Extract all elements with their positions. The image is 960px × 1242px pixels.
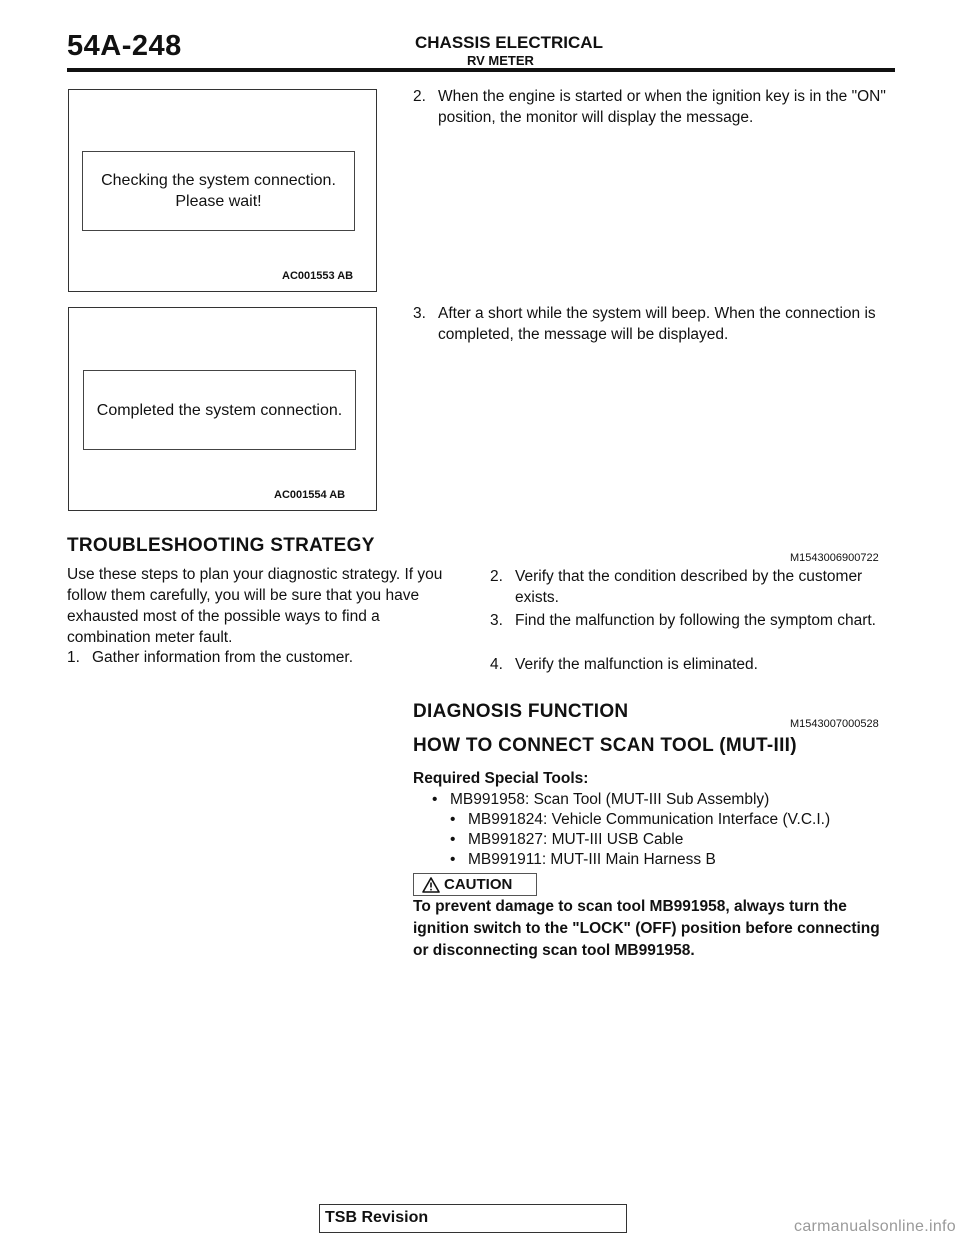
bullet-icon: • [450, 811, 456, 828]
step-item [490, 566, 890, 608]
troubleshooting-heading: TROUBLESHOOTING STRATEGY [67, 535, 375, 556]
step-number: 3. [413, 305, 426, 322]
header-rule [67, 68, 895, 72]
figure-id: AC001554 AB [274, 489, 346, 501]
subsection-title: RV METER [467, 53, 534, 68]
tool-list-item [450, 809, 890, 830]
warning-icon [422, 877, 440, 893]
step-item [413, 303, 893, 345]
bullet-icon: • [450, 831, 456, 848]
monitor-screen [82, 151, 355, 231]
troubleshooting-intro: Use these steps to plan your diagnostic strategy. If you follow them carefully, you will be sure that you have exhausted most of the possible ways to find a combination meter fault. [67, 566, 443, 646]
screen-line: Checking the system connection. [101, 172, 336, 189]
monitor-screen [83, 370, 356, 450]
tool-list-item [450, 849, 890, 870]
step-text: After a short while the system will beep. When the connection is completed, the message will be displayed. [438, 305, 876, 343]
step-text: Find the malfunction by following the symptom chart. [515, 612, 876, 629]
section-title: CHASSIS ELECTRICAL [415, 33, 603, 52]
diagnosis-heading: DIAGNOSIS FUNCTION [413, 701, 629, 722]
required-tools-label: Required Special Tools: [413, 770, 589, 787]
step-number: 4. [490, 656, 503, 673]
step-text: Verify the malfunction is eliminated. [515, 656, 758, 673]
figure-completed-connection [68, 307, 377, 511]
step-number: 1. [67, 649, 80, 666]
bullet-icon: • [432, 791, 438, 808]
step-item [490, 654, 890, 675]
page-number: 54A-248 [67, 30, 182, 62]
caution-label: CAUTION [444, 876, 513, 893]
screen-line: Completed the system connection. [96, 401, 343, 419]
step-text: Gather information from the customer. [92, 649, 354, 666]
diagnosis-code: M1543007000528 [790, 718, 879, 730]
watermark: carmanualsonline.info [794, 1218, 956, 1235]
bullet-icon: • [450, 851, 456, 868]
caution-box [413, 873, 537, 896]
tool-list-item [450, 829, 890, 850]
tool-text: MB991911: MUT-III Main Harness B [468, 851, 716, 868]
screen-line: Please wait! [175, 193, 262, 210]
figure-id: AC001553 AB [282, 270, 354, 282]
step-item [67, 647, 457, 668]
tsb-revision-box: TSB Revision [319, 1204, 627, 1233]
scan-tool-subheading: HOW TO CONNECT SCAN TOOL (MUT-III) [413, 735, 797, 756]
tool-text: MB991827: MUT-III USB Cable [468, 831, 684, 848]
step-text: When the engine is started or when the ignition key is in the "ON" position, the monitor will display the message. [438, 88, 886, 126]
step-number: 3. [490, 612, 503, 629]
tool-text: MB991958: Scan Tool (MUT-III Sub Assembly) [450, 791, 770, 808]
figure-checking-connection [68, 89, 377, 292]
tool-text: MB991824: Vehicle Communication Interface (V.C.I.) [468, 811, 831, 828]
troubleshooting-code: M1543006900722 [790, 552, 879, 564]
step-item [413, 86, 893, 128]
caution-text: To prevent damage to scan tool MB991958, always turn the ignition switch to the "LOCK" (OFF) position before connecting or disconnecting scan tool MB991958. [413, 898, 880, 959]
step-number: 2. [413, 88, 426, 105]
tool-list-item [432, 789, 892, 810]
step-item [490, 610, 890, 631]
step-text: Verify that the condition described by the customer exists. [515, 568, 863, 606]
step-number: 2. [490, 568, 503, 585]
